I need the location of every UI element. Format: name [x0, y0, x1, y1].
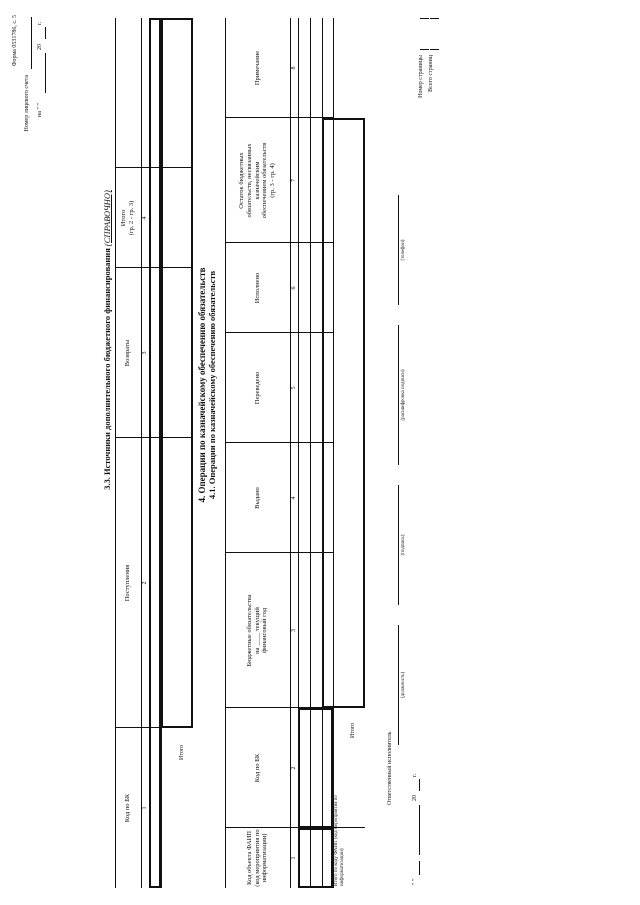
footer-day-field[interactable] — [419, 861, 420, 875]
section-4-title: 4. Операции по казначейскому обеспечению обязательств — [197, 267, 207, 503]
section-3-3-header-bk: Код по БК — [124, 793, 132, 823]
position-caption: (должность) — [401, 671, 406, 699]
section-4-1-subtotal-box[interactable] — [298, 708, 333, 828]
section-4-1-total-label: Итого — [350, 722, 356, 738]
section-4-1-header-bk: Код по БК — [253, 753, 261, 783]
section-4-1-col-num: 6 — [290, 286, 297, 290]
date-month-field[interactable] — [45, 53, 46, 93]
section-3-3-total-row[interactable] — [161, 18, 193, 728]
section-4-1-col-num: 1 — [290, 856, 297, 860]
section-4-1-header-faip: Код объекта ФАИП (код мероприятия по информатизации) — [245, 829, 269, 887]
section-3-3-table — [115, 18, 195, 888]
decryption-caption: (расшифровка подписи) — [401, 369, 406, 421]
section-4-1-title: 4.1. Операции по казначейскому обеспечению обязательств — [207, 270, 217, 500]
section-4-1-subtotal-label: Итого по коду ФАИП (код мероприятия по информатизации) — [334, 795, 345, 886]
total-pages-field[interactable] — [430, 18, 439, 50]
section-4-1-header-issued: Выдано — [253, 487, 261, 509]
section-3-3-header-receipts: Поступления — [124, 564, 132, 602]
section-4-1-col-num: 4 — [290, 496, 297, 500]
account-number-field[interactable] — [31, 17, 32, 69]
section-4-1-header-obligations: Бюджетные обязательства на ____ текущий финансовый год — [245, 594, 269, 667]
signature-field[interactable] — [398, 485, 399, 605]
section-4-1-total-box[interactable] — [322, 118, 365, 708]
date-year-suffix: г. — [37, 21, 43, 25]
account-number-label: Номер лицевого счета — [24, 75, 30, 132]
total-pages-label: Всего страниц — [428, 55, 434, 92]
section-4-1-col-num: 8 — [290, 66, 297, 70]
footer-year-field[interactable] — [419, 779, 420, 791]
section-4-1-col-num: 2 — [290, 766, 297, 770]
date-year-field[interactable] — [45, 27, 46, 39]
section-4-1-col-num: 7 — [290, 179, 297, 182]
section-3-3-header-returns: Возвраты — [124, 339, 132, 367]
signature-caption: (подпись) — [401, 534, 406, 556]
date-year-prefix: 20 — [37, 44, 43, 50]
section-3-3-title — [102, 60, 112, 620]
section-4-1-header-remainder: Остаток бюджетных обязательств, несвязанных казначейским обеспечением обязательств (гр. 3 - гр. 4) — [238, 142, 277, 219]
footer-month-field[interactable] — [419, 805, 420, 855]
section-4-1-data-row[interactable] — [298, 828, 333, 888]
section-4-1-header-transferred: Переведено — [253, 371, 261, 405]
section-3-3-note: (СПРАВОЧНО) — [102, 190, 112, 247]
section-3-3-col-num: 1 — [141, 806, 148, 810]
section-3-3-col-num: 3 — [141, 351, 148, 355]
section-4-1-header-note: Примечание — [253, 50, 261, 86]
section-4-1-col-num: 5 — [290, 386, 297, 390]
form-code: Форма 0531786, с. 5 — [12, 15, 18, 67]
section-4-1-table — [225, 18, 370, 888]
footer-date-prefix: " " — [412, 878, 418, 885]
section-3-3-total-label: Итого — [179, 744, 185, 760]
phone-field[interactable] — [398, 195, 399, 305]
section-3-3-col-num: 4 — [141, 216, 148, 220]
section-3-3-header-total: Итого (гр. 2 - гр. 3) — [120, 200, 135, 236]
section-4-1-col-num: 3 — [290, 629, 297, 632]
page-number-field[interactable] — [420, 18, 429, 50]
section-3-3-col-num: 2 — [141, 581, 148, 585]
position-field[interactable] — [398, 625, 399, 745]
footer-date-suffix: г. — [412, 773, 418, 777]
section-3-3-title-text: 3.3. Источники дополнительного бюджетного финансирования — [102, 248, 112, 490]
date-prefix: на " " — [37, 103, 43, 117]
phone-caption: (телефон) — [401, 239, 406, 261]
decryption-field[interactable] — [398, 325, 399, 465]
section-3-3-data-row[interactable] — [149, 18, 161, 888]
section-4-1-header-executed: Исполнено — [253, 272, 261, 304]
responsible-label: Ответственный исполнитель — [387, 731, 393, 805]
page-number-label: Номер страницы — [418, 55, 424, 98]
footer-date-year: 20 — [412, 795, 418, 801]
